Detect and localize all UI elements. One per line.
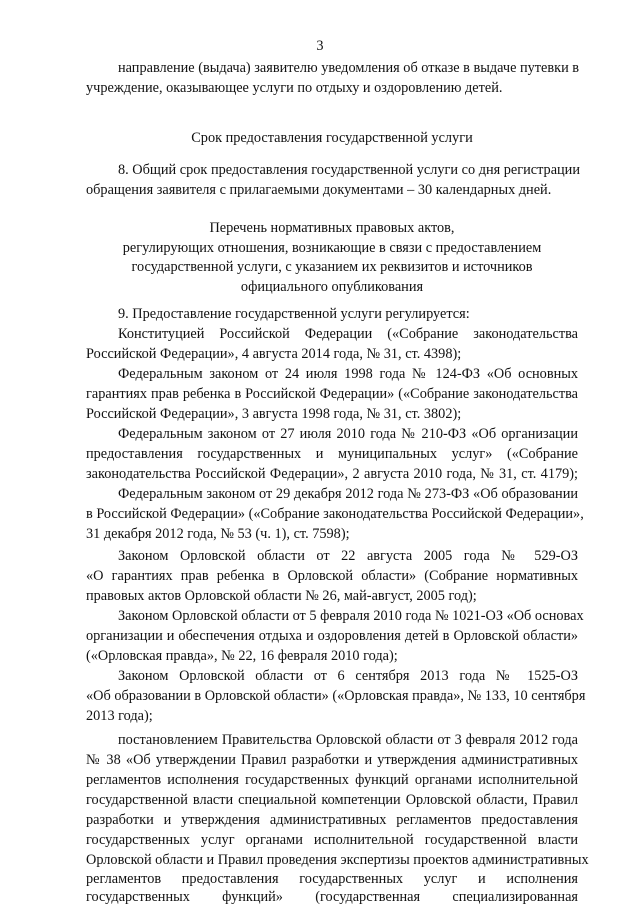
text-line: «Об образовании в Орловской области» («Орловская правда», № 133, 10 сентября [86,688,586,704]
section-heading: Срок предоставления государственной услуги [191,130,473,146]
section-heading: государственной услуги, с указанием их реквизитов и источников [131,259,533,275]
text-line: организации и обеспечения отдыха и оздоровления детей в Орловской области» [86,628,578,644]
section-heading: регулирующих отношения, возникающие в связи с предоставлением [122,240,542,256]
text-line: Законом Орловской области от 6 сентября 2013 года № 1525-ОЗ [118,668,578,684]
text-line: правовых актов Орловской области № 26, май-август, 2005 год); [86,588,477,604]
text-line: учреждение, оказывающее услуги по отдыху и оздоровлению детей. [86,80,503,96]
text-line: 9. Предоставление государственной услуги регулируется: [118,306,470,322]
text-line: Федеральным законом от 29 декабря 2012 года № 273-ФЗ «Об образовании [118,486,578,502]
text-line: Федеральным законом от 24 июля 1998 года № 124-ФЗ «Об основных [118,366,578,382]
text-line: № 38 «Об утверждении Правил разработки и утверждения административных [86,752,578,768]
text-line: направление (выдача) заявителю уведомления об отказе в выдаче путевки в [118,60,580,76]
text-line: государственных услуг органами исполнительной государственной власти [86,832,578,848]
section-heading: Перечень нормативных правовых актов, [209,220,455,236]
text-line: Законом Орловской области от 22 августа 2005 года № 529-ОЗ [118,548,578,564]
text-line: государственной власти специальной компетенции Орловской области, Правил [86,792,578,808]
page-number: 3 [316,38,324,54]
text-line: Орловской области и Правил проведения экспертизы проектов административных [86,852,589,868]
text-line: государственных функций» (государственная специализированная [86,889,578,905]
text-line: 2013 года); [86,708,153,724]
text-line: предоставления государственных и муниципальных услуг» («Собрание [86,446,578,462]
text-line: обращения заявителя с прилагаемыми документами – 30 календарных дней. [86,182,552,198]
text-line: Конституцией Российской Федерации («Собрание законодательства [118,326,578,342]
text-line: в Российской Федерации» («Собрание законодательства Российской Федерации», [86,506,584,522]
text-line: Федеральным законом от 27 июля 2010 года № 210-ФЗ «Об организации [118,426,578,442]
text-line: законодательства Российской Федерации», 2 августа 2010 года, № 31, ст. 4179); [86,466,578,482]
text-line: «О гарантиях прав ребенка в Орловской области» (Собрание нормативных [86,568,578,584]
text-line: Российской Федерации», 3 августа 1998 года, № 31, ст. 3802); [86,406,462,422]
section-heading: официального опубликования [240,279,424,295]
text-line: регламентов предоставления государственных услуг и исполнения [86,871,578,887]
text-line: Российской Федерации», 4 августа 2014 года, № 31, ст. 4398); [86,346,462,362]
text-line: Законом Орловской области от 5 февраля 2010 года № 1021-ОЗ «Об основах [118,608,584,624]
text-line: 31 декабря 2012 года, № 53 (ч. 1), ст. 7598); [86,526,350,542]
text-line: постановлением Правительства Орловской области от 3 февраля 2012 года [118,732,578,748]
text-line: гарантиях прав ребенка в Российской Федерации» («Собрание законодательства [86,386,578,402]
text-line: 8. Общий срок предоставления государственной услуги со дня регистрации [118,162,580,178]
text-line: регламентов исполнения государственных функций органами исполнительной [86,772,578,788]
text-line: («Орловская правда», № 22, 16 февраля 2010 года); [86,648,398,664]
text-line: разработки и утверждения административных регламентов предоставления [86,812,578,828]
